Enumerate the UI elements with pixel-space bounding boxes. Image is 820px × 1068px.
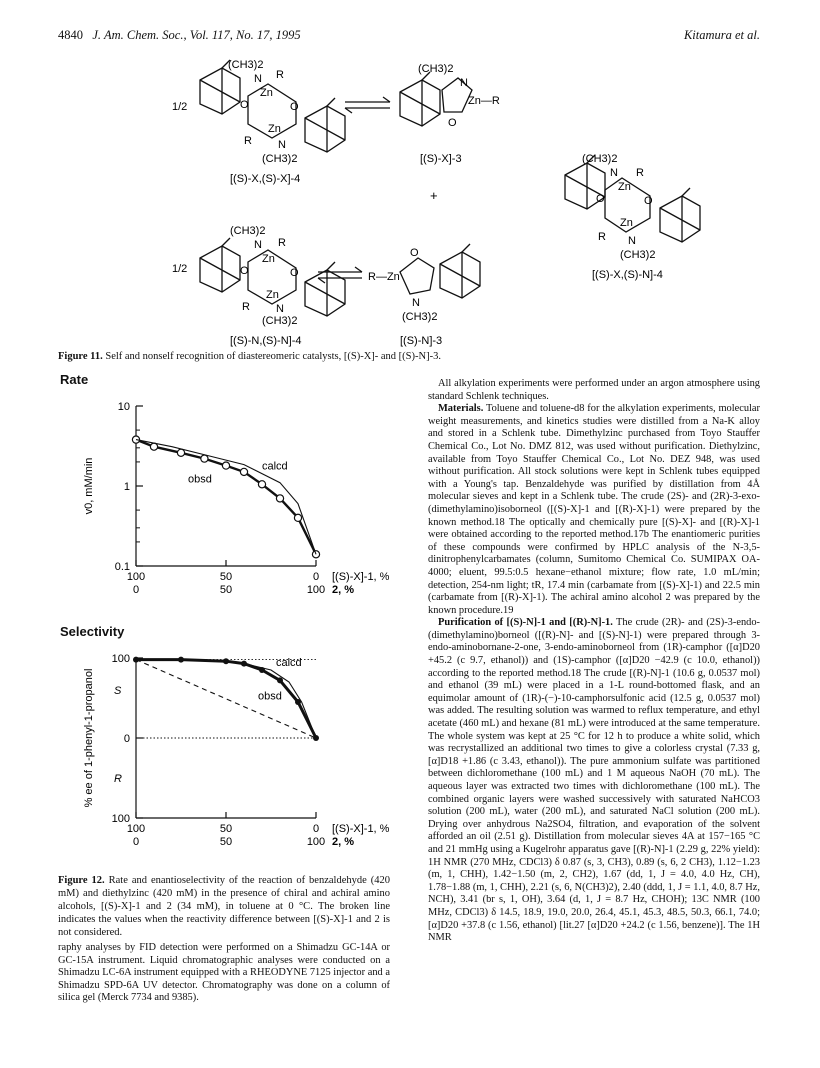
x-tick-label-bottom: 0: [132, 584, 140, 596]
running-header-left: [58, 28, 301, 43]
x-tick-label-bottom: 100: [306, 584, 326, 596]
mol-label-o: O: [290, 101, 299, 113]
mol-label-n: N: [278, 139, 286, 151]
mol-label-ch32: (CH3)2: [230, 225, 266, 237]
figure-12-text: Rate and enantioselectivity of the reaction of benzaldehyde (420 mM) and diethylzinc (420 mM) in the presence of chiral and achiral amino alcohols, [(S)-X]-1 and 2 (34 mM), in toluene at 0 °C. The broken line indicates the values when the reactivity difference between [(S)-X]-1 and 2 is not considered.: [58, 875, 390, 938]
left-column-paragraph: raphy analyses by FID detection were performed on a Shimadzu GC-14A or GC-15A instrument. Liquid chromatographic analyses were conducted on a Shimadzu LC-6A instrument equipped with a RHEODYNE 7125 injector and a Shimadzu SPD-6A UV detector. Chromatography was done on a column of silica gel (Merck 7734 and 9385).: [58, 942, 390, 1004]
mol-label-ch32: (CH3)2: [228, 59, 264, 71]
annotation-calcd: calcd: [276, 657, 302, 669]
selectivity-chart-title: Selectivity: [60, 624, 125, 639]
mol-label-r: R: [276, 69, 284, 81]
running-header-authors: Kitamura et al.: [683, 28, 760, 42]
y-axis-label: v0, mM/min: [83, 457, 95, 515]
mol-label-n: N: [610, 167, 618, 179]
y-tick-label: 100: [111, 653, 130, 665]
obsd-data-point: [201, 455, 208, 462]
label-dimer-sx: [(S)-X,(S)-X]-4: [230, 173, 301, 185]
journal-citation: J. Am. Chem. Soc., Vol. 117, No. 17, 1995: [92, 28, 301, 42]
mol-label-r: R: [598, 231, 606, 243]
plus-sign: +: [430, 188, 438, 203]
x-tick-label-top: 50: [219, 571, 233, 583]
mol-label-zn: Zn: [266, 289, 279, 301]
heading-purification: Purification of [(S)-N]-1 and [(R)-N]-1.: [438, 617, 613, 629]
mol-label-zn: Zn: [268, 123, 281, 135]
left-column-text: [58, 942, 390, 1005]
mol-label-ch32: (CH3)2: [418, 63, 454, 75]
x-tick-label-top: 0: [312, 823, 320, 835]
obsd-data-point: [240, 468, 247, 475]
y-letter-s: S: [114, 685, 122, 697]
x-tick-label-top: 100: [126, 571, 146, 583]
x-axis-label-top: [(S)-X]-1, %: [332, 571, 390, 583]
mol-label-znr: Zn—R: [468, 95, 500, 107]
mol-label-n: N: [276, 303, 284, 315]
mol-label-ch32: (CH3)2: [582, 153, 618, 165]
monomer-sn-structure: [368, 244, 480, 347]
heading-materials: Materials.: [438, 403, 484, 415]
fraction-half: 1/2: [172, 101, 188, 113]
mol-label-r: R: [636, 167, 644, 179]
hetero-dimer-structure: [565, 153, 700, 281]
x-tick-label-bottom: 100: [306, 836, 326, 848]
mol-label-o: O: [448, 117, 457, 129]
mol-label-o: O: [240, 99, 249, 111]
mol-label-o: O: [290, 267, 299, 279]
paragraph-argon: All alkylation experiments were performed under an argon atmosphere using standard Schlenk techniques.: [428, 378, 760, 402]
obsd-data-point: [258, 481, 265, 488]
x-tick-label-bottom: 50: [219, 836, 233, 848]
mol-label-n: N: [254, 73, 262, 85]
mol-label-o: O: [596, 193, 605, 205]
figure-12-caption: [58, 874, 390, 939]
figure-11-text: Self and nonself recognition of diastereomeric catalysts, [(S)-X]- and [(S)-N]-3.: [102, 351, 441, 362]
x-axis-label-top: [(S)-X]-1, %: [332, 823, 390, 835]
calcd-series-line: [136, 440, 316, 555]
obsd-data-point: [313, 735, 319, 741]
x-tick-label-bottom: 50: [219, 584, 233, 596]
annotation-obsd: obsd: [188, 473, 212, 486]
figure-11-scheme: [0, 50, 820, 350]
obsd-data-point: [277, 677, 283, 683]
mol-label-rzn: R—Zn: [368, 271, 400, 283]
paragraph-materials: [428, 403, 760, 617]
dimer-sn-structure: [172, 225, 345, 347]
mol-label-r: R: [242, 301, 250, 313]
obsd-data-point: [222, 462, 229, 469]
fraction-half: 1/2: [172, 263, 188, 275]
x-tick-label-top: 100: [126, 823, 146, 835]
right-column-text: [428, 378, 760, 945]
obsd-data-point: [276, 495, 283, 502]
paragraph-purification: [428, 617, 760, 944]
mol-label-r: R: [278, 237, 286, 249]
mol-label-ch32: (CH3)2: [620, 249, 656, 261]
x-axis-label-bottom: 2, %: [332, 836, 355, 848]
equilibrium-arrow-bottom: [318, 267, 362, 283]
figure-12-label: Figure 12.: [58, 875, 105, 886]
mol-label-ch32: (CH3)2: [262, 315, 298, 327]
x-tick-label-top: 50: [219, 823, 233, 835]
mol-label-n: N: [254, 239, 262, 251]
label-monomer-sx: [(S)-X]-3: [420, 153, 462, 165]
label-dimer-sn: [(S)-N,(S)-N]-4: [230, 335, 302, 347]
mol-label-ch32: (CH3)2: [262, 153, 298, 165]
y-tick-label: 10: [117, 401, 130, 413]
equilibrium-arrow-top: [345, 97, 390, 113]
mol-label-r: R: [244, 135, 252, 147]
obsd-data-point: [312, 551, 319, 558]
y-tick-label: 100: [111, 813, 130, 825]
rate-chart-title: Rate: [60, 372, 89, 387]
mol-label-n: N: [628, 235, 636, 247]
label-hetero-dimer: [(S)-X,(S)-N]-4: [592, 269, 663, 281]
y-axis-label: % ee of 1-phenyl-1-propanol: [83, 668, 95, 808]
figure-11-label: Figure 11.: [58, 351, 103, 362]
y-tick-label: 0.1: [114, 561, 130, 573]
mol-label-o: O: [410, 247, 419, 259]
text-materials: Toluene and toluene-d8 for the alkylation experiments, molecular weight measurements, and kinetics studies were distilled from a Na-K alloy and stored in a Schlenk tube. Dimethylzinc purchased from Toyo Stauffer Chemical Co., Lot No. DMZ 812, was used without purification. Diethylzinc, available from Toyo Stauffer Chemical Co., Lot No. DEZ 948, was used without purification. All stock solutions were kept in Schlenk tubes equipped with a Young's tap. Benzaldehyde was purified by distillation from 4Å molecular sieves and kept in a Schlenk tube. The crude (2S)- and (2R)-3-exo-(dimethylamino)isoborneol ([(S)-X]-1 and [(R)-X]-1) were prepared by the known method.18 The optically and chemically pure [(S)-X]- and [(R)-X]-1 were obtained according to the reported method.17b The enantiomeric purities of these compounds were confirmed by HPLC analysis of the N-3,5-dinitrophenylcarbamates (column, Sumitomo Chemical Co. SUMIPAX OA-4000; eluent, 99.5:0.5 hexane−ethanol mixture; flow rate, 1.0 mL/min; detection, 254-nm light; tR, 17.4 min (carbamate from [(S)-X]-1) and 22.5 min (carbamate from [(R)-X]-1). The achiral amino alcohol 2 was prepared by the known procedure.19: [428, 403, 760, 616]
y-letter-r: R: [114, 773, 122, 785]
mol-label-n: N: [412, 297, 420, 309]
x-tick-label-bottom: 0: [132, 836, 140, 848]
obsd-series-line: [136, 440, 316, 555]
mol-label-ch32: (CH3)2: [402, 311, 438, 323]
mol-label-zn: Zn: [262, 253, 275, 265]
mol-label-zn: Zn: [260, 87, 273, 99]
selectivity-chart: [60, 642, 400, 872]
y-tick-label: 0: [123, 733, 130, 745]
x-axis-label-bottom: 2, %: [332, 584, 355, 596]
mol-label-zn: Zn: [620, 217, 633, 229]
mol-label-zn: Zn: [618, 181, 631, 193]
monomer-sx-structure: [400, 63, 500, 165]
rate-chart: [60, 390, 400, 620]
mol-label-n: N: [460, 77, 468, 89]
obsd-data-point: [177, 449, 184, 456]
mol-label-o: O: [240, 265, 249, 277]
obsd-data-point: [223, 658, 229, 664]
annotation-obsd: obsd: [258, 690, 282, 703]
mol-label-o: O: [644, 195, 653, 207]
figure-11-caption: [58, 350, 758, 363]
label-monomer-sn: [(S)-N]-3: [400, 335, 443, 347]
linear-series-line: [136, 660, 316, 738]
obsd-data-point: [294, 514, 301, 521]
page-number: 4840: [58, 28, 83, 42]
annotation-calcd: calcd: [262, 460, 288, 473]
y-tick-label: 1: [123, 481, 130, 493]
text-purification: The crude (2R)- and (2S)-3-endo-(dimethylamino)borneol ([(R)-N]- and [(S)-N]-1) were prepared through 3-endo-aminobornane-2-one, 3-endo-aminoborneol from (1R)-camphor ([α]D20 +45.2 (c 9.7, ethanol)) and (1S)-camphor ([α]D20 −42.9 (c 10.0, ethanol)) according to the reported method.18 The crude [(R)-N]-1 (10.6 g, 0.0537 mol) and ethanol (39 mL) were placed in a 1-L round-bottomed flask, and an equimolar amount of (1R)-(−)-10-camphorsulfonic acid (12.5 g, 0.0537 mol) was added. The resulting solution was warmed to reflux temperature, and ethyl acetate (460 mL) and hexane (81 mL) were introduced at the same temperature. The whole system was kept at 25 °C for 12 h to produce a white solid, which was recrystallized an additional two times to give a colorless crystal (7.33 g, [α]D18 +1.86 (c 3.43, ethanol)). The pure ammonium sulfate was partitioned between dichloromethane (100 mL) and 1 M aqueous NaOH (70 mL). The aqueous layer was extracted two times with dichloromethane (100 mL). The combined organic layers were washed successively with saturated NaHCO3 solution (200 mL), water (200 mL), and saturated NaCl solution (200 mL). Drying over anhydrous Na2SO4, filtration, and evaporation of the solvent afforded an oil (2.51 g). Distillation from molecular sieves 4A at 157−165 °C and 21 mmHg using a Kugelrohr apparatus gave [(R)-N]-1 (2.29 g, 22% yield): 1H NMR (270 MHz, CDCl3) δ 0.87 (s, 3, CH3), 0.89 (s, 6, 2 CH3), 1.12−1.23 (m, 1, CHH), 1.42−1.50 (m, 2, CH2), 1.67 (dd, 1, J = 4.0, 4.0 Hz, CH), 1.78−1.88 (m, 1, CHH), 2.21 (s, 6, N(CH3)2), 2.40 (ddd, 1, J = 1.1, 4.0, 8.7 Hz, NCH), 3.41 (br s, 1, OH), 3.64 (d, 1, J = 8.7 Hz, CHOH); 13C NMR (100 MHz, CDCl3) δ 14.5, 18.9, 19.0, 20.0, 26.4, 45.1, 45.3, 48.5, 50.3, 66.1, 74.0; [α]D20 +37.8 (c 1.56, ethanol) [lit.27 [α]D20 +24.2 (c 1.56, benzene)]. The 1H NMR: [428, 617, 760, 944]
dimer-sx-structure: [172, 59, 345, 185]
x-tick-label-top: 0: [312, 571, 320, 583]
